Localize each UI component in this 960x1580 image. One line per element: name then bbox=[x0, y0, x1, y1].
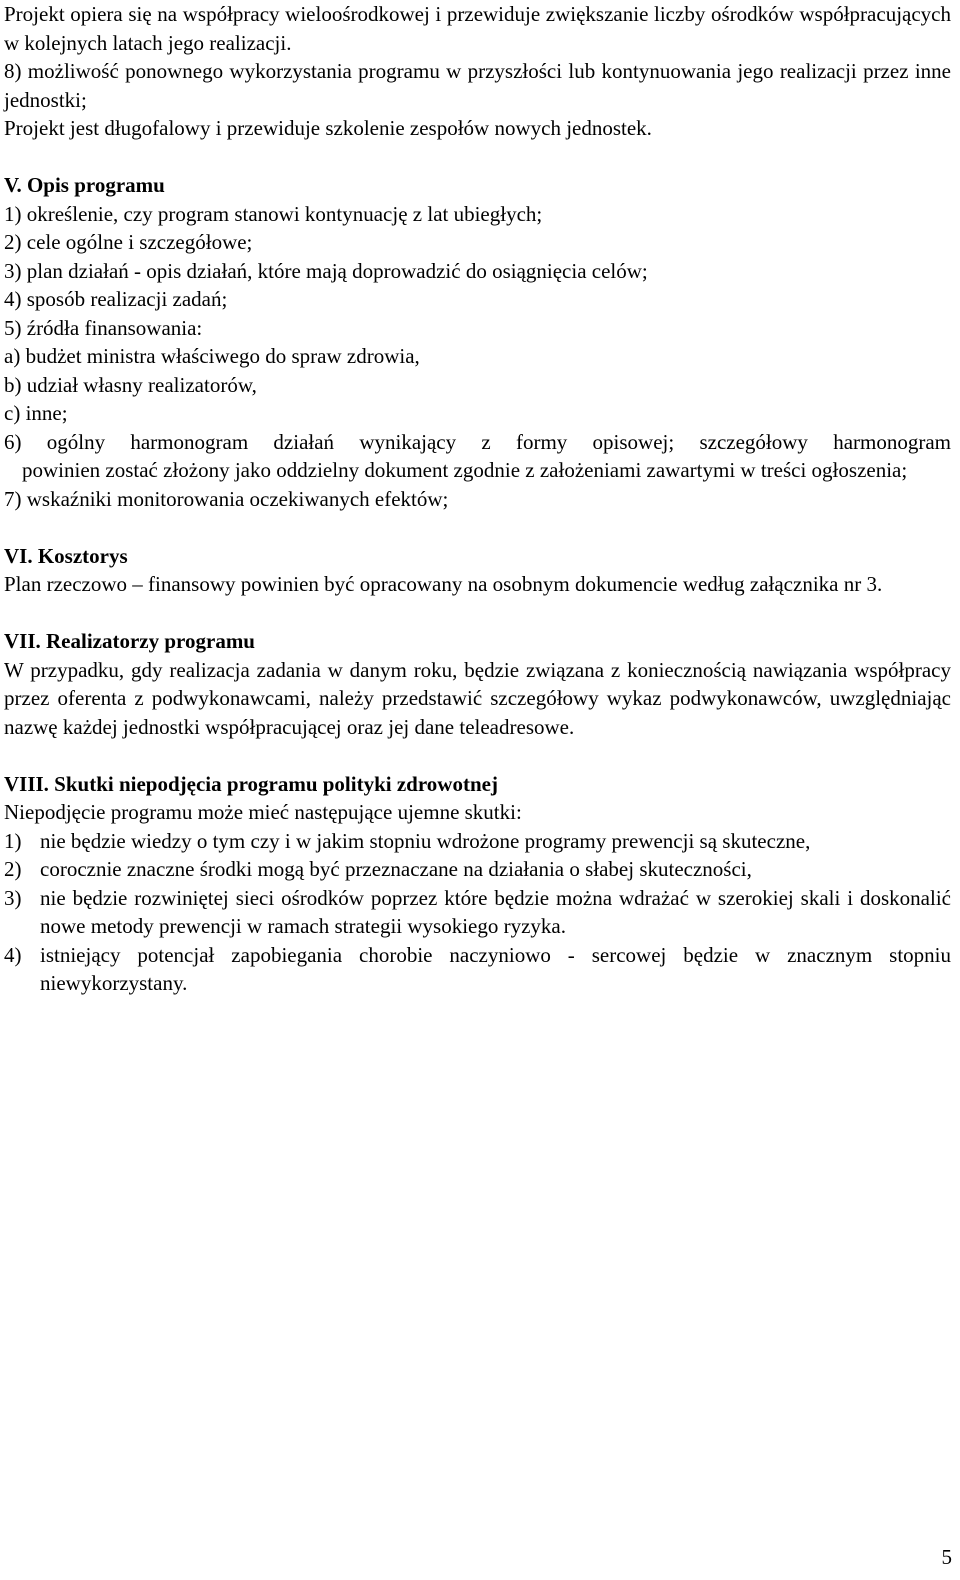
section-5-item: 3) plan działań - opis działań, które mają doprowadzić do osiągnięcia celów; bbox=[4, 258, 648, 283]
section-7-text: W przypadku, gdy realizacja zadania w danym roku, będzie związana z koniecznością nawiązania współpracy przez oferenta z podwykonawcami, należy przedstawić szczegółowy wykaz podwykonawców, uwzględniając nazwę każdej jednostki współpracującej oraz jej dane teleadresowe. bbox=[4, 657, 951, 739]
intro-paragraph-2: 8) możliwość ponownego wykorzystania programu w przyszłości lub kontynuowania jego realizacji przez inne jednostki; bbox=[4, 59, 951, 112]
section-7-heading: VII. Realizatorzy programu bbox=[4, 629, 255, 653]
section-5-item: b) udział własny realizatorów, bbox=[4, 372, 257, 397]
list-item bbox=[4, 827, 951, 856]
section-5-item: c) inne; bbox=[4, 401, 68, 425]
list-item-number: 3) bbox=[4, 885, 22, 910]
section-5-item: 5) źródła finansowania: bbox=[4, 315, 203, 340]
section-8-intro: Niepodjęcie programu może mieć następujące ujemne skutki: bbox=[4, 800, 522, 824]
list-item bbox=[4, 855, 951, 884]
list-item-number: 4) bbox=[4, 942, 22, 967]
intro-paragraph-1: Projekt opiera się na współpracy wieloośrodkowej i przewiduje zwiększanie liczby ośrodków współpracujących w kolejnych latach jego realizacji. bbox=[4, 2, 951, 55]
list-item-text: corocznie znaczne środki mogą być przeznaczane na działania o słabej skuteczności, bbox=[40, 857, 752, 881]
consequences-list bbox=[4, 827, 951, 998]
section-5-item-6-first-line: 6) ogólny harmonogram działań wynikający z formy opisowej; szczegółowy harmonogram bbox=[4, 429, 951, 454]
section-5-item: 2) cele ogólne i szczegółowe; bbox=[4, 230, 253, 254]
section-5-heading: V. Opis programu bbox=[4, 173, 165, 197]
list-item-text: istniejący potencjał zapobiegania chorobie naczyniowo - sercowej będzie w znacznym stopniu niewykorzystany. bbox=[40, 942, 951, 995]
section-6-heading: VI. Kosztorys bbox=[4, 543, 128, 568]
list-item-text: nie będzie rozwiniętej sieci ośrodków poprzez które będzie można wdrażać w szerokiej skali i doskonalić nowe metody prewencji w ramach strategii wysokiego ryzyka. bbox=[40, 885, 951, 938]
section-5-item: 1) określenie, czy program stanowi kontynuację z lat ubiegłych; bbox=[4, 201, 543, 226]
page-number: 5 bbox=[941, 1545, 952, 1569]
section-5-item-7: 7) wskaźniki monitorowania oczekiwanych efektów; bbox=[4, 486, 449, 511]
section-6-text: Plan rzeczowo – finansowy powinien być opracowany na osobnym dokumencie według załącznika nr 3. bbox=[4, 572, 883, 596]
document-page bbox=[4, 0, 951, 998]
section-5-item-6-continuation: powinien zostać złożony jako oddzielny dokument zgodnie z założeniami zawartymi w treści ogłoszenia; bbox=[22, 458, 908, 482]
list-item bbox=[4, 941, 951, 998]
list-item-number: 2) bbox=[4, 857, 22, 881]
list-item-number: 1) bbox=[4, 828, 22, 853]
list-item-text: nie będzie wiedzy o tym czy i w jakim stopniu wdrożone programy prewencji są skuteczne, bbox=[40, 828, 811, 853]
section-5-item: a) budżet ministra właściwego do spraw zdrowia, bbox=[4, 344, 420, 368]
section-8-heading: VIII. Skutki niepodjęcia programu polityki zdrowotnej bbox=[4, 771, 498, 796]
intro-paragraph-3: Projekt jest długofalowy i przewiduje szkolenie zespołów nowych jednostek. bbox=[4, 116, 652, 140]
section-5-item: 4) sposób realizacji zadań; bbox=[4, 287, 228, 311]
list-item bbox=[4, 884, 951, 941]
